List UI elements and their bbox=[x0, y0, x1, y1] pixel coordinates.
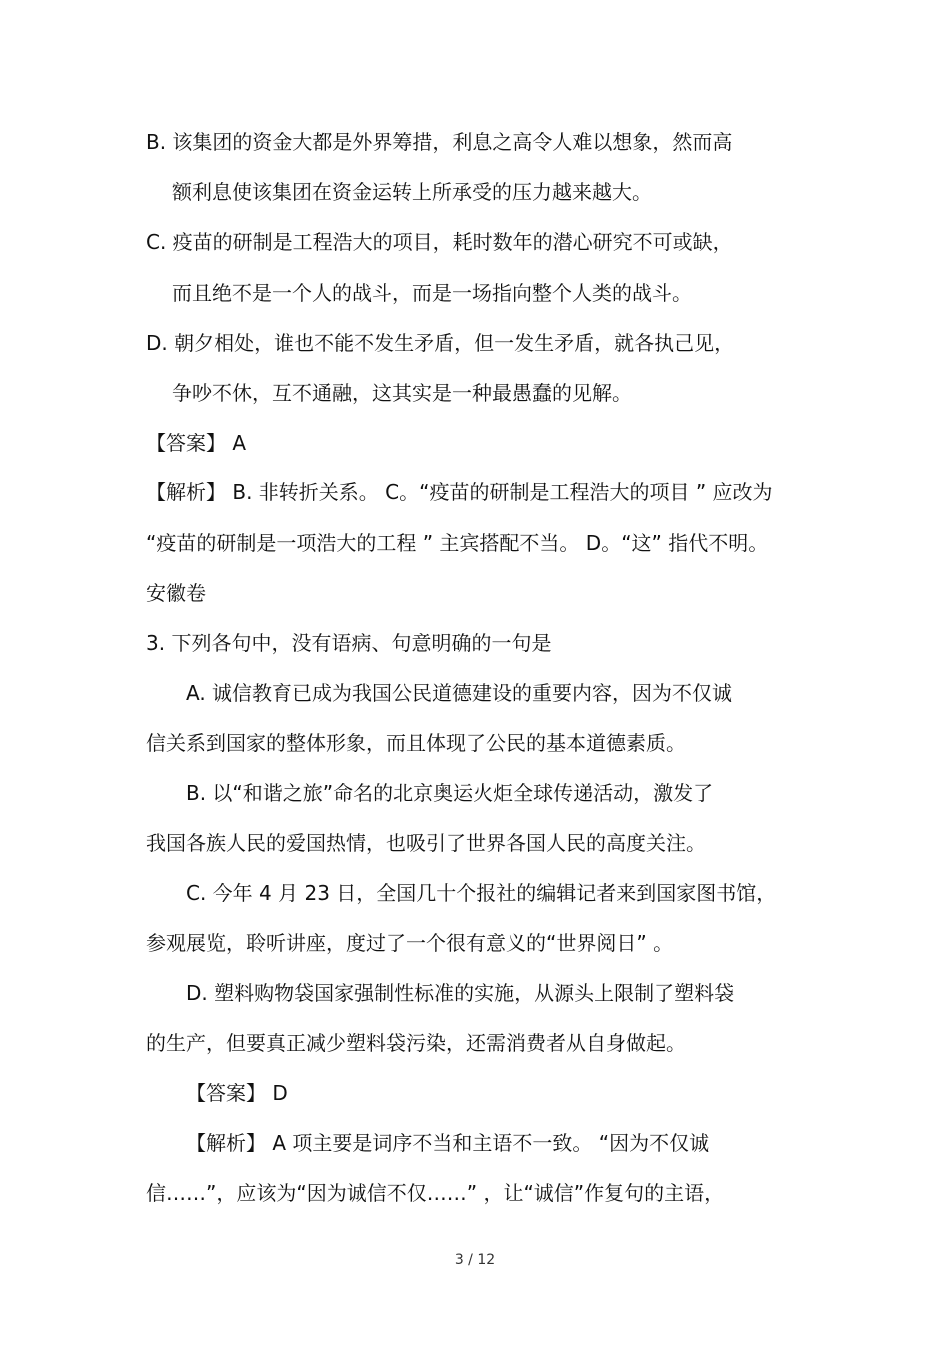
q3-analysis-line-1: 【解析】 A 项主要是词序不当和主语不一致。 “因为不仅诚 bbox=[186, 1131, 710, 1155]
option-d-line-1: D. 朝夕相处，谁也不能不发生矛盾，但一发生矛盾，就各执己见， bbox=[146, 331, 735, 355]
q3-answer-line: 【答案】 D bbox=[186, 1081, 288, 1105]
section-heading: 安徽卷 bbox=[146, 581, 206, 605]
q3-option-c-line-2: 参观展览，聆听讲座，度过了一个很有意义的“世界阅日” 。 bbox=[146, 931, 674, 955]
option-d-line-2: 争吵不休，互不通融，这其实是一种最愚蠢的见解。 bbox=[172, 381, 632, 405]
q3-option-b-line-2: 我国各族人民的爱国热情，也吸引了世界各国人民的高度关注。 bbox=[146, 831, 706, 855]
q3-option-a-line-2: 信关系到国家的整体形象，而且体现了公民的基本道德素质。 bbox=[146, 731, 686, 755]
analysis-line-1: 【解析】 B. 非转折关系。 C。“疫苗的研制是工程浩大的项目 ” 应改为 bbox=[146, 480, 773, 504]
q3-option-c-line-1: C. 今年 4 月 23 日，全国几十个报社的编辑记者来到国家图书馆， bbox=[186, 881, 777, 905]
page-number: 3 / 12 bbox=[454, 1252, 496, 1268]
q3-option-d-line-2: 的生产，但要真正减少塑料袋污染，还需消费者从自身做起。 bbox=[146, 1031, 686, 1055]
option-c-line-2: 而且绝不是一个人的战斗，而是一场指向整个人类的战斗。 bbox=[172, 281, 692, 305]
option-b-line-2: 额利息使该集团在资金运转上所承受的压力越来越大。 bbox=[172, 180, 652, 204]
analysis-line-2: “疫苗的研制是一项浩大的工程 ” 主宾搭配不当。 D。“这” 指代不明。 bbox=[146, 531, 769, 555]
q3-option-d-line-1: D. 塑料购物袋国家强制性标准的实施，从源头上限制了塑料袋 bbox=[186, 981, 735, 1005]
option-c-line-1: C. 疫苗的研制是工程浩大的项目，耗时数年的潜心研究不可或缺， bbox=[146, 230, 733, 254]
answer-line: 【答案】 A bbox=[146, 431, 247, 455]
q3-option-a-line-1: A. 诚信教育已成为我国公民道德建设的重要内容，因为不仅诚 bbox=[186, 681, 733, 705]
q3-analysis-line-2: 信……”，应该为“因为诚信不仅……” ，让“诚信”作复句的主语， bbox=[146, 1181, 725, 1205]
question-3-stem: 3. 下列各句中，没有语病、句意明确的一句是 bbox=[146, 631, 552, 655]
option-b-line-1: B. 该集团的资金大都是外界筹措，利息之高令人难以想象，然而高 bbox=[146, 130, 733, 154]
q3-option-b-line-1: B. 以“和谐之旅”命名的北京奥运火炬全球传递活动，激发了 bbox=[186, 781, 714, 805]
